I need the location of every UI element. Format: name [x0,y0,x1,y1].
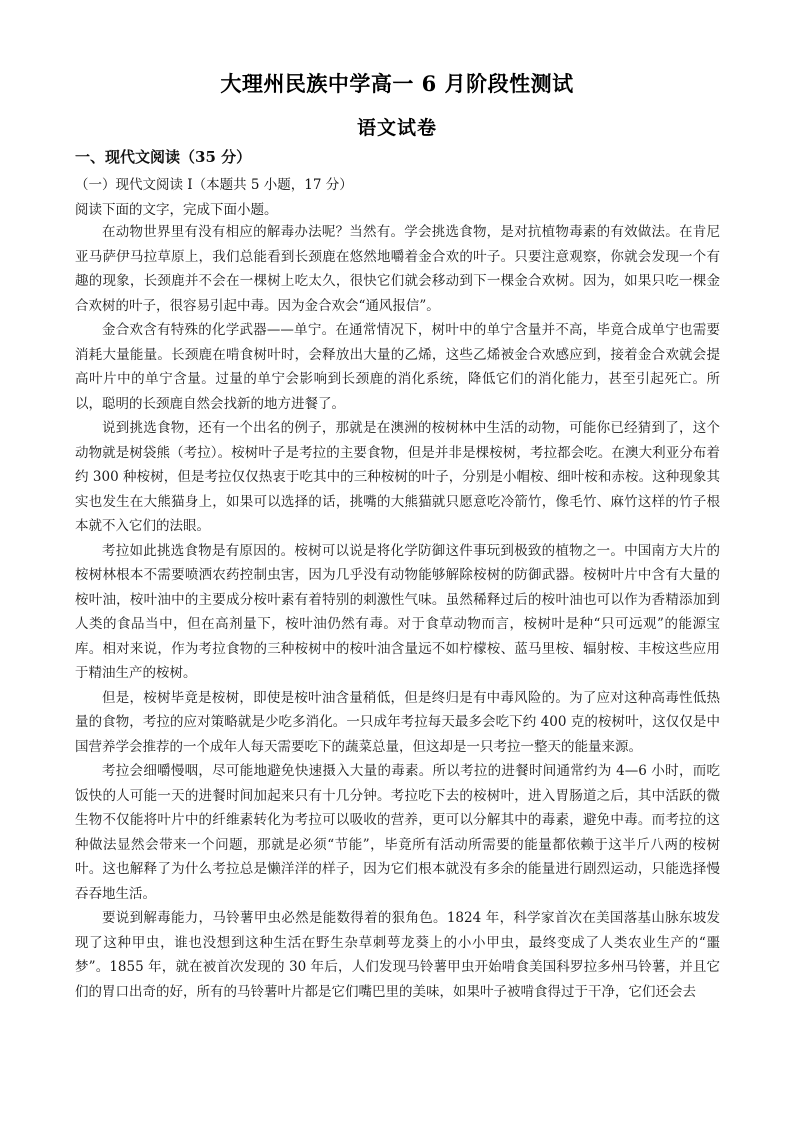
reading-instruction: 阅读下面的文字，完成下面小题。 [75,202,278,218]
subsection-heading: （一）现代文阅读 I（本题共 5 小题，17 分） [75,177,353,193]
passage-paragraph: 金合欢含有特殊的化学武器——单宁。在通常情况下，树叶中的单宁含量并不高，毕竟合成单宁也需要消耗大量能量。长颈鹿在啃食树叶时，会释放出大量的乙烯，这些乙烯被金合欢感应到，接着金合欢就会提高叶片中的单宁含量。过量的单宁会影响到长颈鹿的消化系统，降低它们的消化能力，甚至引起死亡。所以，聪明的长颈鹿自然会找新的地方进餐了。 [75,322,720,412]
passage-paragraph: 考拉会细嚼慢咽，尽可能地避免快速摄入大量的毒素。所以考拉的进餐时间通常约为 4—6 小时，而吃饭快的人可能一天的进餐时间加起来只有十几分钟。考拉吃下去的桉树叶，进入胃肠道之后，其中活跃的微生物不仅能将叶片中的纤维素转化为考拉可以吸收的营养，更可以分解其中的毒素，避免中毒。而考拉的这种做法显然会带来一个问题，那就是必须“节能”，毕竟所有活动所需要的能量都依赖于这半斤八两的桉树叶。这也解释了为什么考拉总是懒洋洋的样子，因为它们根本就没有多余的能量进行剧烈运动，只能选择慢吞吞地生活。 [75,763,720,902]
section-heading: 一、现代文阅读（35 分） [75,148,252,166]
reading-passage [75,220,720,1004]
exam-subtitle: 语文试卷 [356,117,437,139]
passage-paragraph: 在动物世界里有没有相应的解毒办法呢？当然有。学会挑选食物，是对抗植物毒素的有效做法。在肯尼亚马萨伊马拉草原上，我们总能看到长颈鹿在悠然地嚼着金合欢的叶子。只要注意观察，你就会发现一个有趣的现象，长颈鹿并不会在一棵树上吃太久，很快它们就会移动到下一棵金合欢树。因为，如果只吃一棵金合欢树的叶子，很容易引起中毒。因为金合欢会“通风报信”。 [75,224,720,314]
passage-paragraph: 但是，桉树毕竟是桉树，即使是桉叶油含量稍低，但是终归是有中毒风险的。为了应对这种高毒性低热量的食物，考拉的应对策略就是少吃多消化。一只成年考拉每天最多会吃下约 400 克的桉树叶，这仅仅是中国营养学会推荐的一个成年人每天需要吃下的蔬菜总量，但这却是一只考拉一整天的能量来源。 [75,689,720,755]
passage-paragraph: 说到挑选食物，还有一个出名的例子，那就是在澳洲的桉树林中生活的动物，可能你已经猜到了，这个动物就是树袋熊（考拉）。桉树叶子是考拉的主要食物，但是并非是棵桉树，考拉都会吃。在澳大利亚分布着约 300 种桉树，但是考拉仅仅热衷于吃其中的三种桉树的叶子，分别是小帽桉、细叶桉和赤桉。这种现象其实也发生在大熊猫身上，如果可以选择的话，挑嘴的大熊猫就只愿意吃冷箭竹，像毛竹、麻竹这样的竹子根本就不入它们的法眼。 [75,420,720,534]
passage-paragraph: 要说到解毒能力，马铃薯甲虫必然是能数得着的狠角色。1824 年，科学家首次在美国落基山脉东坡发现了这种甲虫，谁也没想到这种生活在野生杂草刺萼龙葵上的小小甲虫，最终变成了人类农业生产的“噩梦”。1855 年，就在被首次发现的 30 年后，人们发现马铃薯甲虫开始啃食美国科罗拉多州马铃薯，并且它们的胃口出奇的好，所有的马铃薯叶片都是它们嘴巴里的美味，如果叶子被啃食得过于干净，它们还会去 [75,910,720,1000]
exam-title: 大理州民族中学高一 6 月阶段性测试 [220,71,574,96]
passage-paragraph: 考拉如此挑选食物是有原因的。桉树可以说是将化学防御这件事玩到极致的植物之一。中国南方大片的桉树林根本不需要喷洒农药控制虫害，因为几乎没有动物能够解除桉树的防御武器。桉树叶片中含有大量的桉叶油，桉叶油中的主要成分桉叶素有着特别的刺激性气味。虽然稀释过后的桉叶油也可以作为香精添加到人类的食品当中，但在高剂量下，桉叶油仍然有毒。对于食草动物而言，桉树叶是种“只可远观”的能源宝库。相对来说，作为考拉食物的三种桉树中的桉叶油含量远不如柠檬桉、蓝马里桉、辐射桉、丰桉这些应用于精油生产的桉树。 [75,542,720,681]
